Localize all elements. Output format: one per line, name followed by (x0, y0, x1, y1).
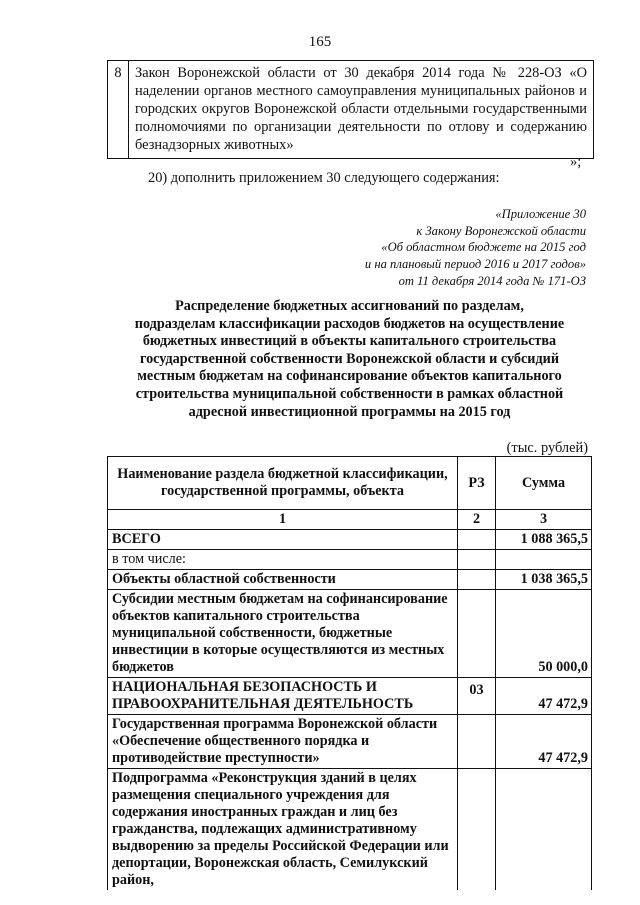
law-row (108, 61, 594, 159)
title-line: бюджетных инвестиций в объекты капитального строительства (142, 333, 557, 350)
title-line: государственной собственности Воронежской области и субсидий (139, 350, 560, 367)
row-sum: 1 088 365,5 (496, 530, 592, 550)
row-name: Государственная программа Воронежской области «Обеспечение общественного порядка и противодействие преступности» (108, 715, 458, 769)
index-col-1: 1 (108, 510, 458, 530)
row-name: Субсидии местным бюджетам на софинансирование объектов капитального строительства муниципальной собственности, бюджетные инвестиции в которые осуществляются из местных бюджетов (108, 590, 458, 678)
index-col-2: 2 (458, 510, 496, 530)
table-row (108, 590, 592, 678)
appendix-line: от 11 декабря 2014 года № 171-ОЗ (398, 273, 586, 288)
row-rz (458, 715, 496, 769)
closing-quote: »; (570, 154, 582, 170)
title-line: адресной инвестиционной программы на 2015 год (188, 403, 511, 420)
row-rz (458, 550, 496, 570)
table-header-row (108, 457, 592, 510)
index-col-3: 3 (496, 510, 592, 530)
table-row (108, 530, 592, 550)
appendix-header (300, 206, 586, 290)
table-index-row (108, 510, 592, 530)
page-number: 165 (308, 34, 332, 50)
table-row (108, 550, 592, 570)
appendix-line: «Об областном бюджете на 2015 год (381, 240, 586, 255)
row-sum: 1 038 365,5 (496, 570, 592, 590)
header-rz: РЗ (458, 457, 496, 510)
table-row (108, 570, 592, 590)
row-rz (458, 570, 496, 590)
title-line: местным бюджетам на софинансирование объектов капитального (137, 368, 562, 385)
table-row (108, 678, 592, 715)
row-sum (496, 550, 592, 570)
header-sum: Сумма (496, 457, 592, 510)
law-table (107, 60, 594, 159)
row-rz: 03 (458, 678, 496, 715)
appendix-line: «Приложение 30 (495, 207, 586, 221)
title-line: Распределение бюджетных ассигнований по разделам, (175, 298, 524, 314)
row-name: НАЦИОНАЛЬНАЯ БЕЗОПАСНОСТЬ И ПРАВООХРАНИТЕЛЬНАЯ ДЕЯТЕЛЬНОСТЬ (108, 678, 458, 715)
row-rz (458, 530, 496, 550)
row-sum: 47 472,9 (496, 715, 592, 769)
title-line: подразделам классификации расходов бюджетов на осуществление (134, 315, 565, 332)
row-name: ВСЕГО (108, 530, 458, 550)
row-name: Объекты областной собственности (108, 570, 458, 590)
row-rz (458, 590, 496, 678)
law-row-text: Закон Воронежской области от 30 декабря 2014 года № 228-ОЗ «О наделении органов местного самоуправления муниципальных районов и городских округов Воронежской области отдельными государственными полномочиями по организации деятельности по отлову и содержанию безнадзорных животных» (129, 61, 594, 159)
units-label: (тыс. рублей) (506, 440, 588, 456)
row-sum (496, 769, 592, 891)
row-sum: 50 000,0 (496, 590, 592, 678)
appendix-line: к Закону Воронежской области (416, 223, 586, 238)
appendix-line: и на плановый период 2016 и 2017 годов» (364, 257, 586, 272)
table-row (108, 769, 592, 891)
header-name: Наименование раздела бюджетной классификации, государственной программы, объекта (108, 457, 458, 510)
budget-table (107, 456, 592, 890)
row-name: Подпрограмма «Реконструкция зданий в целях размещения специального учреждения для содержания иностранных граждан и лиц без гражданства, подлежащих административному выдворению за пределы Российской Федерации или депортации, Воронежская область, Семилукский район, (108, 769, 458, 891)
row-sum: 47 472,9 (496, 678, 592, 715)
law-row-number: 8 (108, 61, 129, 159)
amendment-item-20: 20) дополнить приложением 30 следующего содержания: (148, 170, 500, 186)
title-line: строительства муниципальной собственности в рамках областной (135, 385, 564, 402)
row-rz (458, 769, 496, 891)
table-row (108, 715, 592, 769)
row-name: в том числе: (108, 550, 458, 570)
document-title (108, 298, 591, 421)
